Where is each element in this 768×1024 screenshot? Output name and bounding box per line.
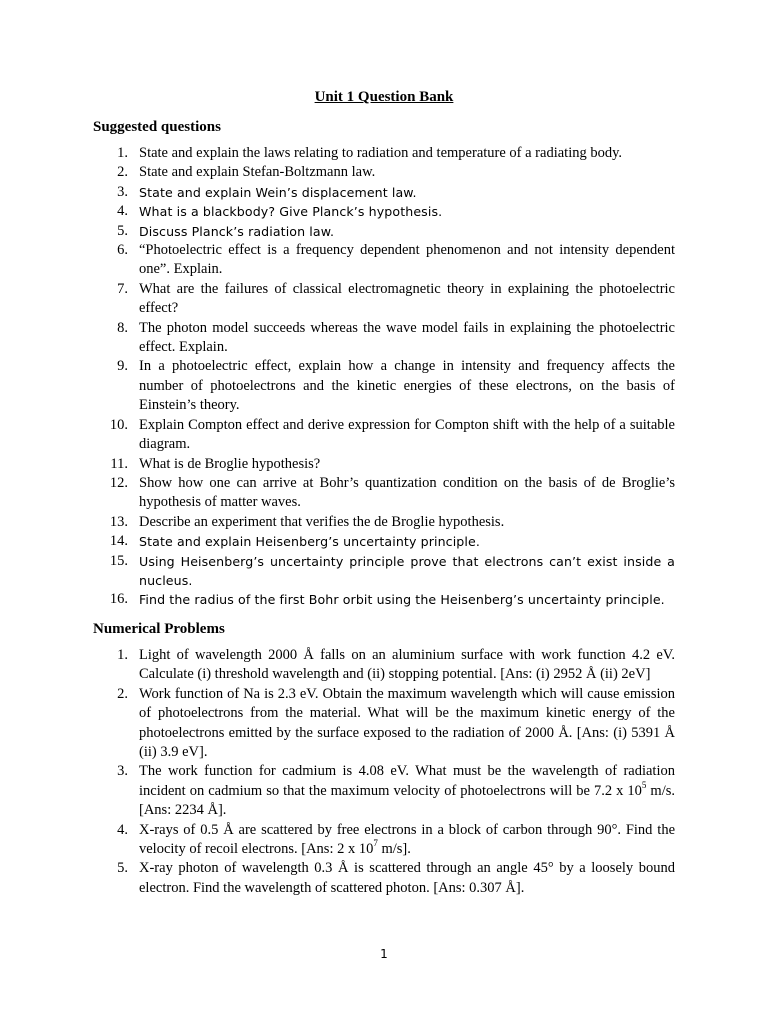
- item-number: 6.: [117, 242, 128, 259]
- item-number: 3.: [117, 763, 128, 780]
- list-item: [0, 646, 675, 685]
- item-text: Find the radius of the first Bohr orbit using the Heisenberg’s uncertainty principle.: [139, 592, 665, 608]
- item-text: The photon model succeeds whereas the wave model fails in explaining the photoelectric effect. Explain.: [139, 319, 675, 356]
- item-text: Work function of Na is 2.3 eV. Obtain the maximum wavelength which will cause emission of photoelectrons from the material. What will be the maximum kinetic energy of the photoelectrons emitted by the surface exposed to the radiation of 2000 Å. [Ans: (i) 5391 Å (ii) 3.9 eV].: [139, 685, 675, 761]
- page-title: Unit 1 Question Bank: [314, 89, 454, 105]
- item-number: 14.: [109, 533, 128, 550]
- list-item: [0, 163, 675, 182]
- list-item: [0, 590, 675, 609]
- item-text: [139, 762, 675, 820]
- exponent: 7: [373, 838, 378, 849]
- item-number: 11.: [110, 455, 128, 472]
- item-number: 4.: [117, 203, 128, 220]
- item-text: X-ray photon of wavelength 0.3 Å is scattered through an angle 45° by a loosely bound electron. Find the wavelength of scattered photon. [Ans: 0.307 Å].: [139, 860, 675, 896]
- list-item: [0, 513, 675, 532]
- item-number: 3.: [117, 183, 128, 200]
- item-number: 8.: [117, 319, 128, 336]
- numerical-problems-heading: Numerical Problems: [93, 621, 225, 637]
- item-number: 4.: [117, 821, 128, 838]
- suggested-questions-heading: Suggested questions: [93, 119, 221, 135]
- item-text: [139, 821, 675, 860]
- item-number: 10.: [109, 416, 128, 433]
- list-item: [0, 685, 675, 763]
- list-item: [0, 416, 675, 455]
- suggested-questions-list: [0, 144, 768, 610]
- item-text: Using Heisenberg’s uncertainty principle prove that electrons can’t exist inside a nucleus.: [139, 553, 675, 588]
- item-number: 5.: [117, 860, 128, 877]
- list-item: [0, 183, 675, 202]
- item-number: 1.: [117, 647, 128, 663]
- list-item: [0, 241, 675, 280]
- item-number: 2.: [117, 164, 128, 181]
- list-item: [0, 474, 675, 513]
- item-text: In a photoelectric effect, explain how a change in intensity and frequency affects the number of photoelectrons and the kinetic energies of these electrons, on the basis of Einstein’s theory.: [139, 358, 675, 414]
- list-item: [0, 357, 675, 415]
- item-text: Discuss Planck’s radiation law.: [139, 223, 335, 239]
- item-text: State and explain Stefan-Boltzmann law.: [139, 164, 376, 181]
- item-text: What is de Broglie hypothesis?: [139, 455, 321, 472]
- item-text: State and explain Heisenberg’s uncertainty principle.: [139, 534, 480, 550]
- item-text-part: X-rays of 0.5 Å are scattered by free electrons in a block of carbon through 90°. Find the velocity of recoil electrons. [Ans: 2 x 10: [139, 821, 675, 858]
- item-text: Explain Compton effect and derive expression for Compton shift with the help of a suitable diagram.: [139, 416, 675, 453]
- item-text-part: The work function for cadmium is 4.08 eV. What must be the wavelength of radiation incident on cadmium so that the maximum velocity of photoelectrons will be 7.2 x 10: [139, 763, 675, 799]
- item-text: State and explain the laws relating to radiation and temperature of a radiating body.: [139, 145, 623, 161]
- item-number: 7.: [117, 280, 128, 297]
- item-text: What is a blackbody? Give Planck’s hypothesis.: [139, 204, 443, 220]
- numerical-problems-list: [0, 646, 768, 898]
- item-number: 13.: [109, 513, 128, 530]
- item-number: 5.: [117, 222, 128, 239]
- list-item: [0, 280, 675, 319]
- list-item: [0, 222, 675, 241]
- item-text: Describe an experiment that verifies the de Broglie hypothesis.: [139, 513, 505, 530]
- item-number: 16.: [109, 591, 128, 608]
- list-item: [0, 859, 675, 898]
- item-text-part: m/s. [Ans: 2234 Å].: [139, 782, 675, 819]
- item-number: 1.: [117, 145, 128, 161]
- list-item: [0, 821, 675, 860]
- item-text-part: m/s].: [377, 841, 411, 858]
- list-item: [0, 144, 675, 163]
- item-number: 9.: [117, 358, 128, 375]
- list-item: [0, 455, 675, 474]
- item-text: Light of wavelength 2000 Å falls on an aluminium surface with work function 4.2 eV. Calculate (i) threshold wavelength and (ii) stopping potential. [Ans: (i) 2952 Å (ii) 2eV]: [139, 647, 675, 683]
- item-text: State and explain Wein’s displacement law.: [139, 184, 417, 200]
- list-item: [0, 532, 675, 551]
- item-number: 12.: [109, 474, 128, 491]
- item-text: Show how one can arrive at Bohr’s quantization condition on the basis of de Broglie’s hypothesis of matter waves.: [139, 474, 675, 511]
- page-number: 1: [380, 947, 388, 961]
- item-text: “Photoelectric effect is a frequency dependent phenomenon and not intensity dependent one”. Explain.: [139, 242, 675, 278]
- list-item: [0, 319, 675, 358]
- item-text: What are the failures of classical electromagnetic theory in explaining the photoelectric effect?: [139, 280, 675, 317]
- list-item: [0, 202, 675, 221]
- exponent: 5: [641, 780, 647, 791]
- list-item: [0, 552, 675, 591]
- list-item: [0, 762, 675, 820]
- item-number: 2.: [117, 685, 128, 702]
- item-number: 15.: [109, 552, 128, 569]
